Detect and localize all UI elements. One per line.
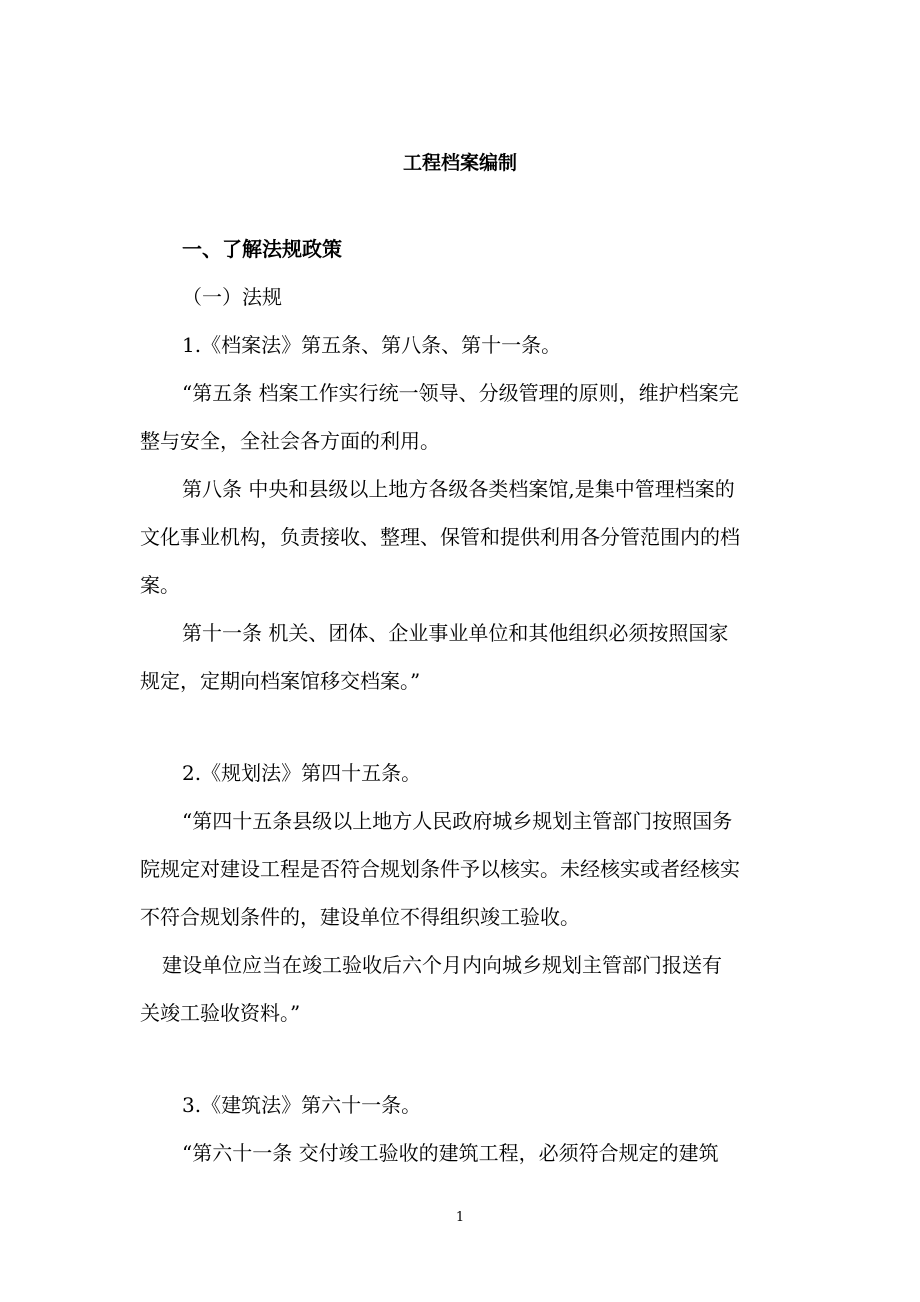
paragraph-line: 规定，定期向档案馆移交档案。” <box>140 669 421 693</box>
paragraph-line: 文化事业机构，负责接收、整理、保管和提供利用各分管范围内的档 <box>140 525 740 549</box>
paragraph-line: 整与安全，全社会各方面的利用。 <box>140 429 440 453</box>
paragraph-line: 建设单位应当在竣工验收后六个月内向城乡规划主管部门报送有 <box>162 953 722 977</box>
paragraph-line: 关竣工验收资料。” <box>140 1001 301 1025</box>
paragraph-line: 案。 <box>140 573 180 597</box>
section-heading: 一、了解法规政策 <box>182 237 342 261</box>
paragraph-line: “第四十五条县级以上地方人民政府城乡规划主管部门按照国务 <box>182 809 733 833</box>
law-item-1: 1.《档案法》第五条、第八条、第十一条。 <box>182 333 562 357</box>
paragraph-line: 第八条 中央和县级以上地方各级各类档案馆,是集中管理档案的 <box>182 477 735 501</box>
page-number: 1 <box>455 1210 465 1225</box>
paragraph-line: 院规定对建设工程是否符合规划条件予以核实。未经核实或者经核实 <box>140 857 740 881</box>
law-item-3: 3.《建筑法》第六十一条。 <box>182 1093 422 1117</box>
page-title: 工程档案编制 <box>402 152 517 174</box>
paragraph-line: 不符合规划条件的，建设单位不得组织竣工验收。 <box>140 905 580 929</box>
paragraph-line: 第十一条 机关、团体、企业事业单位和其他组织必须按照国家 <box>182 621 729 645</box>
subsection-heading: （一）法规 <box>182 285 282 309</box>
law-item-2: 2.《规划法》第四十五条。 <box>182 761 422 785</box>
paragraph-line: “第六十一条 交付竣工验收的建筑工程，必须符合规定的建筑 <box>182 1141 719 1165</box>
paragraph-line: “第五条 档案工作实行统一领导、分级管理的原则，维护档案完 <box>182 381 739 405</box>
